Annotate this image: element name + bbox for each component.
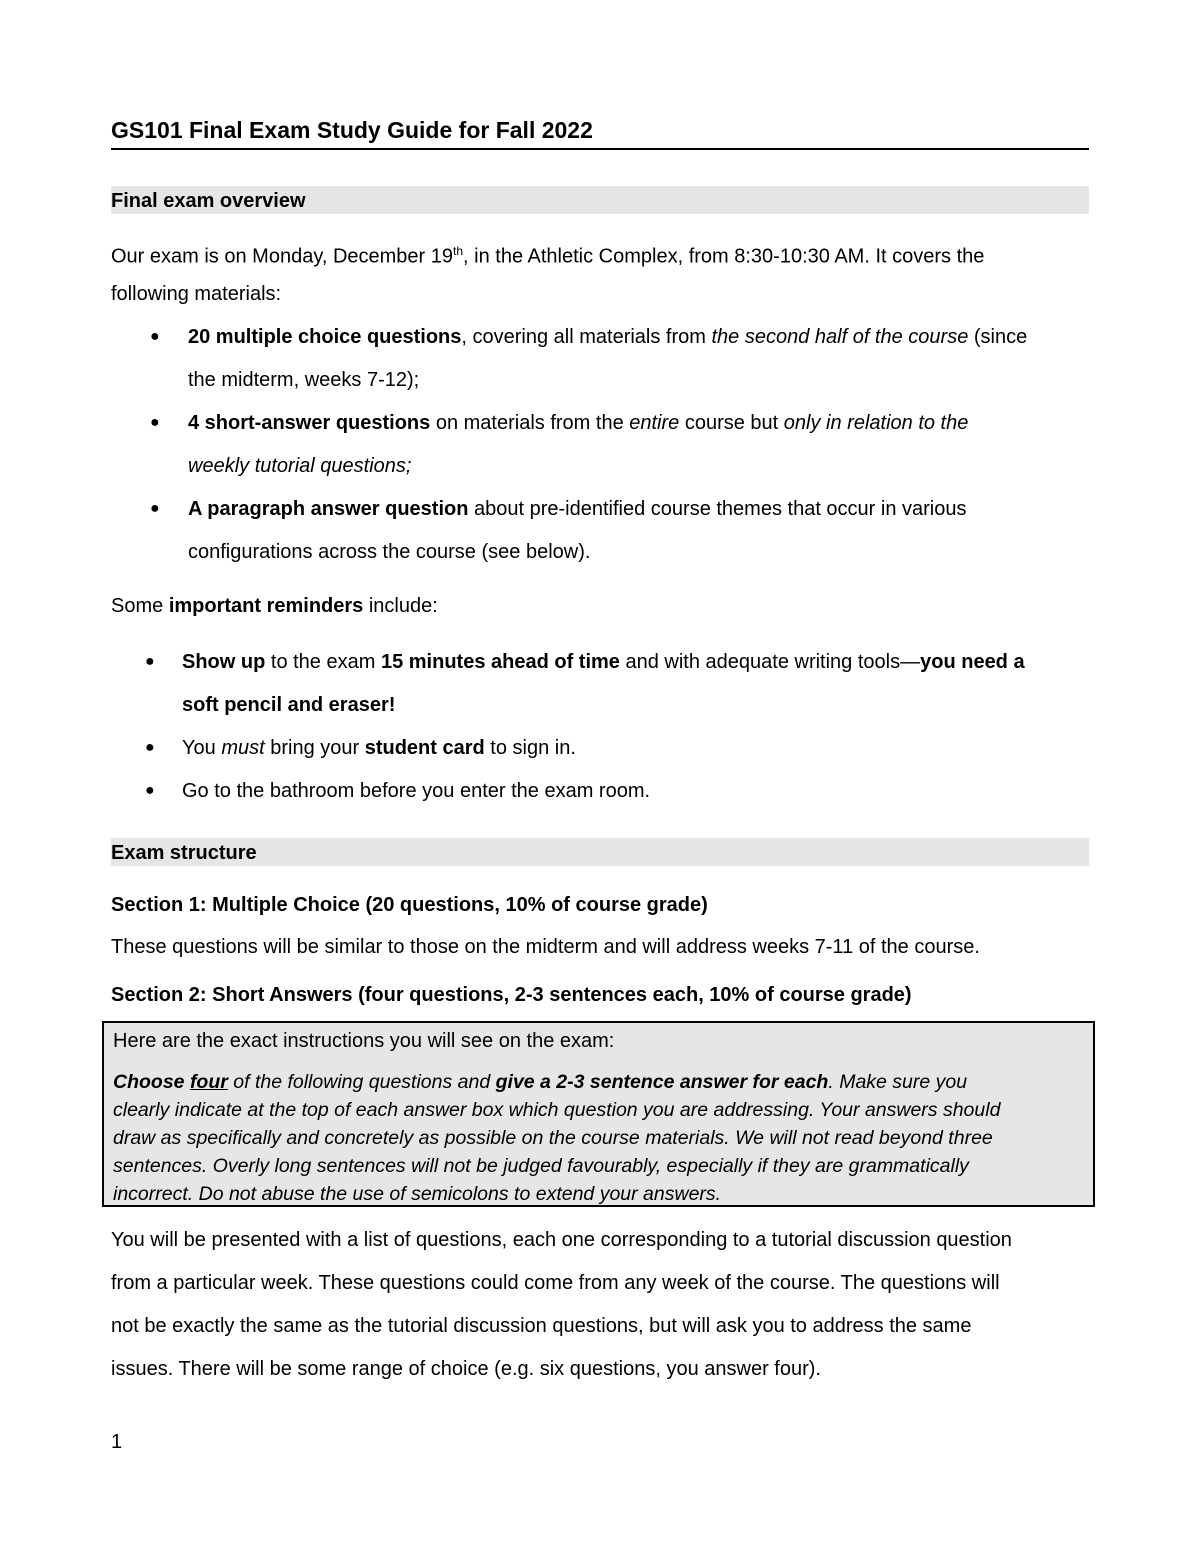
bullet-item-paragraph	[188, 495, 966, 523]
bullet-item-mcq-line2: the midterm, weeks 7-12);	[188, 369, 420, 391]
text: about pre-identified course themes that occur in various	[468, 498, 967, 520]
bullet-icon: ●	[150, 414, 160, 431]
italic-text: the second half of the course	[711, 326, 969, 348]
bold-text: A paragraph answer question	[188, 498, 469, 520]
text: include:	[363, 595, 438, 617]
document-title: GS101 Final Exam Study Guide for Fall 2022	[111, 114, 1089, 150]
text: of the following questions and	[227, 1071, 496, 1093]
italic-text: must	[221, 737, 265, 759]
section2-paragraph-line2: from a particular week. These questions could come from any week of the course. The questions will	[111, 1272, 1000, 1294]
reminder-item-show-up	[182, 648, 1025, 676]
overview-paragraph-line2: following materials:	[111, 283, 282, 305]
reminder-item-student-card	[182, 734, 576, 762]
superscript: th	[453, 244, 464, 258]
italic-text: entire	[629, 412, 680, 434]
bold-text: Show up	[182, 651, 266, 673]
instructions-line2: clearly indicate at the top of each answer box which question you are addressing. Your answers should	[113, 1099, 1001, 1121]
text: course but	[679, 412, 784, 434]
text: You	[182, 737, 222, 759]
bullet-item-short-answer-line2: weekly tutorial questions;	[188, 455, 412, 477]
text: Our exam is on Monday, December 19	[111, 245, 454, 268]
bold-text: give a 2-3 sentence answer for each	[495, 1071, 829, 1093]
bullet-item-mcq	[188, 323, 1027, 351]
instructions-intro: Here are the exact instructions you will see on the exam:	[113, 1030, 615, 1052]
section2-paragraph-line3: not be exactly the same as the tutorial discussion questions, but will ask you to address the same	[111, 1315, 972, 1337]
overview-paragraph-line1	[111, 237, 984, 271]
overview-heading: Final exam overview	[111, 186, 1089, 214]
bullet-icon: ●	[145, 782, 155, 799]
bold-text: you need a	[920, 651, 1025, 673]
bold-text: important reminders	[168, 595, 364, 617]
section1-heading: Section 1: Multiple Choice (20 questions, 10% of course grade)	[111, 894, 708, 916]
section2-paragraph-line1: You will be presented with a list of questions, each one corresponding to a tutorial discussion question	[111, 1229, 1012, 1251]
exam-instructions-box	[102, 1021, 1095, 1207]
text: , covering all materials from	[461, 326, 712, 348]
bold-text: 15 minutes ahead of time	[380, 651, 620, 673]
bullet-icon: ●	[150, 328, 160, 345]
section2-heading: Section 2: Short Answers (four questions, 2-3 sentences each, 10% of course grade)	[111, 984, 912, 1006]
text: Some	[111, 595, 169, 617]
bullet-icon: ●	[150, 500, 160, 517]
bullet-item-short-answer	[188, 409, 968, 437]
reminder-item-bathroom: Go to the bathroom before you enter the exam room.	[182, 780, 651, 802]
bold-text: Choose	[113, 1071, 190, 1093]
bullet-icon: ●	[145, 739, 155, 756]
exam-structure-heading: Exam structure	[111, 838, 1089, 866]
bold-text: student card	[364, 737, 485, 759]
italic-text: only in relation to the	[783, 412, 969, 434]
text: . Make sure you	[828, 1071, 968, 1093]
page-number: 1	[111, 1431, 123, 1453]
text: (since	[968, 326, 1028, 348]
instructions-line1	[113, 1068, 967, 1096]
bold-text: 20 multiple choice questions	[188, 326, 462, 348]
reminders-intro	[111, 592, 438, 620]
underlined-text: four	[189, 1071, 228, 1093]
section2-paragraph-line4: issues. There will be some range of choice (e.g. six questions, you answer four).	[111, 1358, 821, 1380]
reminder-item-show-up-line2: soft pencil and eraser!	[182, 694, 396, 716]
instructions-line5: incorrect. Do not abuse the use of semicolons to extend your answers.	[113, 1183, 722, 1205]
text: to the exam	[265, 651, 381, 673]
text: and with adequate writing tools—	[619, 651, 921, 673]
text: on materials from the	[430, 412, 630, 434]
text: , in the Athletic Complex, from 8:30-10:30 AM. It covers the	[463, 245, 985, 268]
instructions-line4: sentences. Overly long sentences will not be judged favourably, especially if they are grammatically	[113, 1155, 969, 1177]
text: bring your	[264, 737, 365, 759]
section1-text: These questions will be similar to those on the midterm and will address weeks 7-11 of the course.	[111, 936, 980, 958]
instructions-line3: draw as specifically and concretely as possible on the course materials. We will not read beyond three	[113, 1127, 993, 1149]
bold-text: 4 short-answer questions	[188, 412, 431, 434]
bullet-icon: ●	[145, 653, 155, 670]
bullet-item-paragraph-line2: configurations across the course (see below).	[188, 541, 591, 563]
text: to sign in.	[484, 737, 576, 759]
